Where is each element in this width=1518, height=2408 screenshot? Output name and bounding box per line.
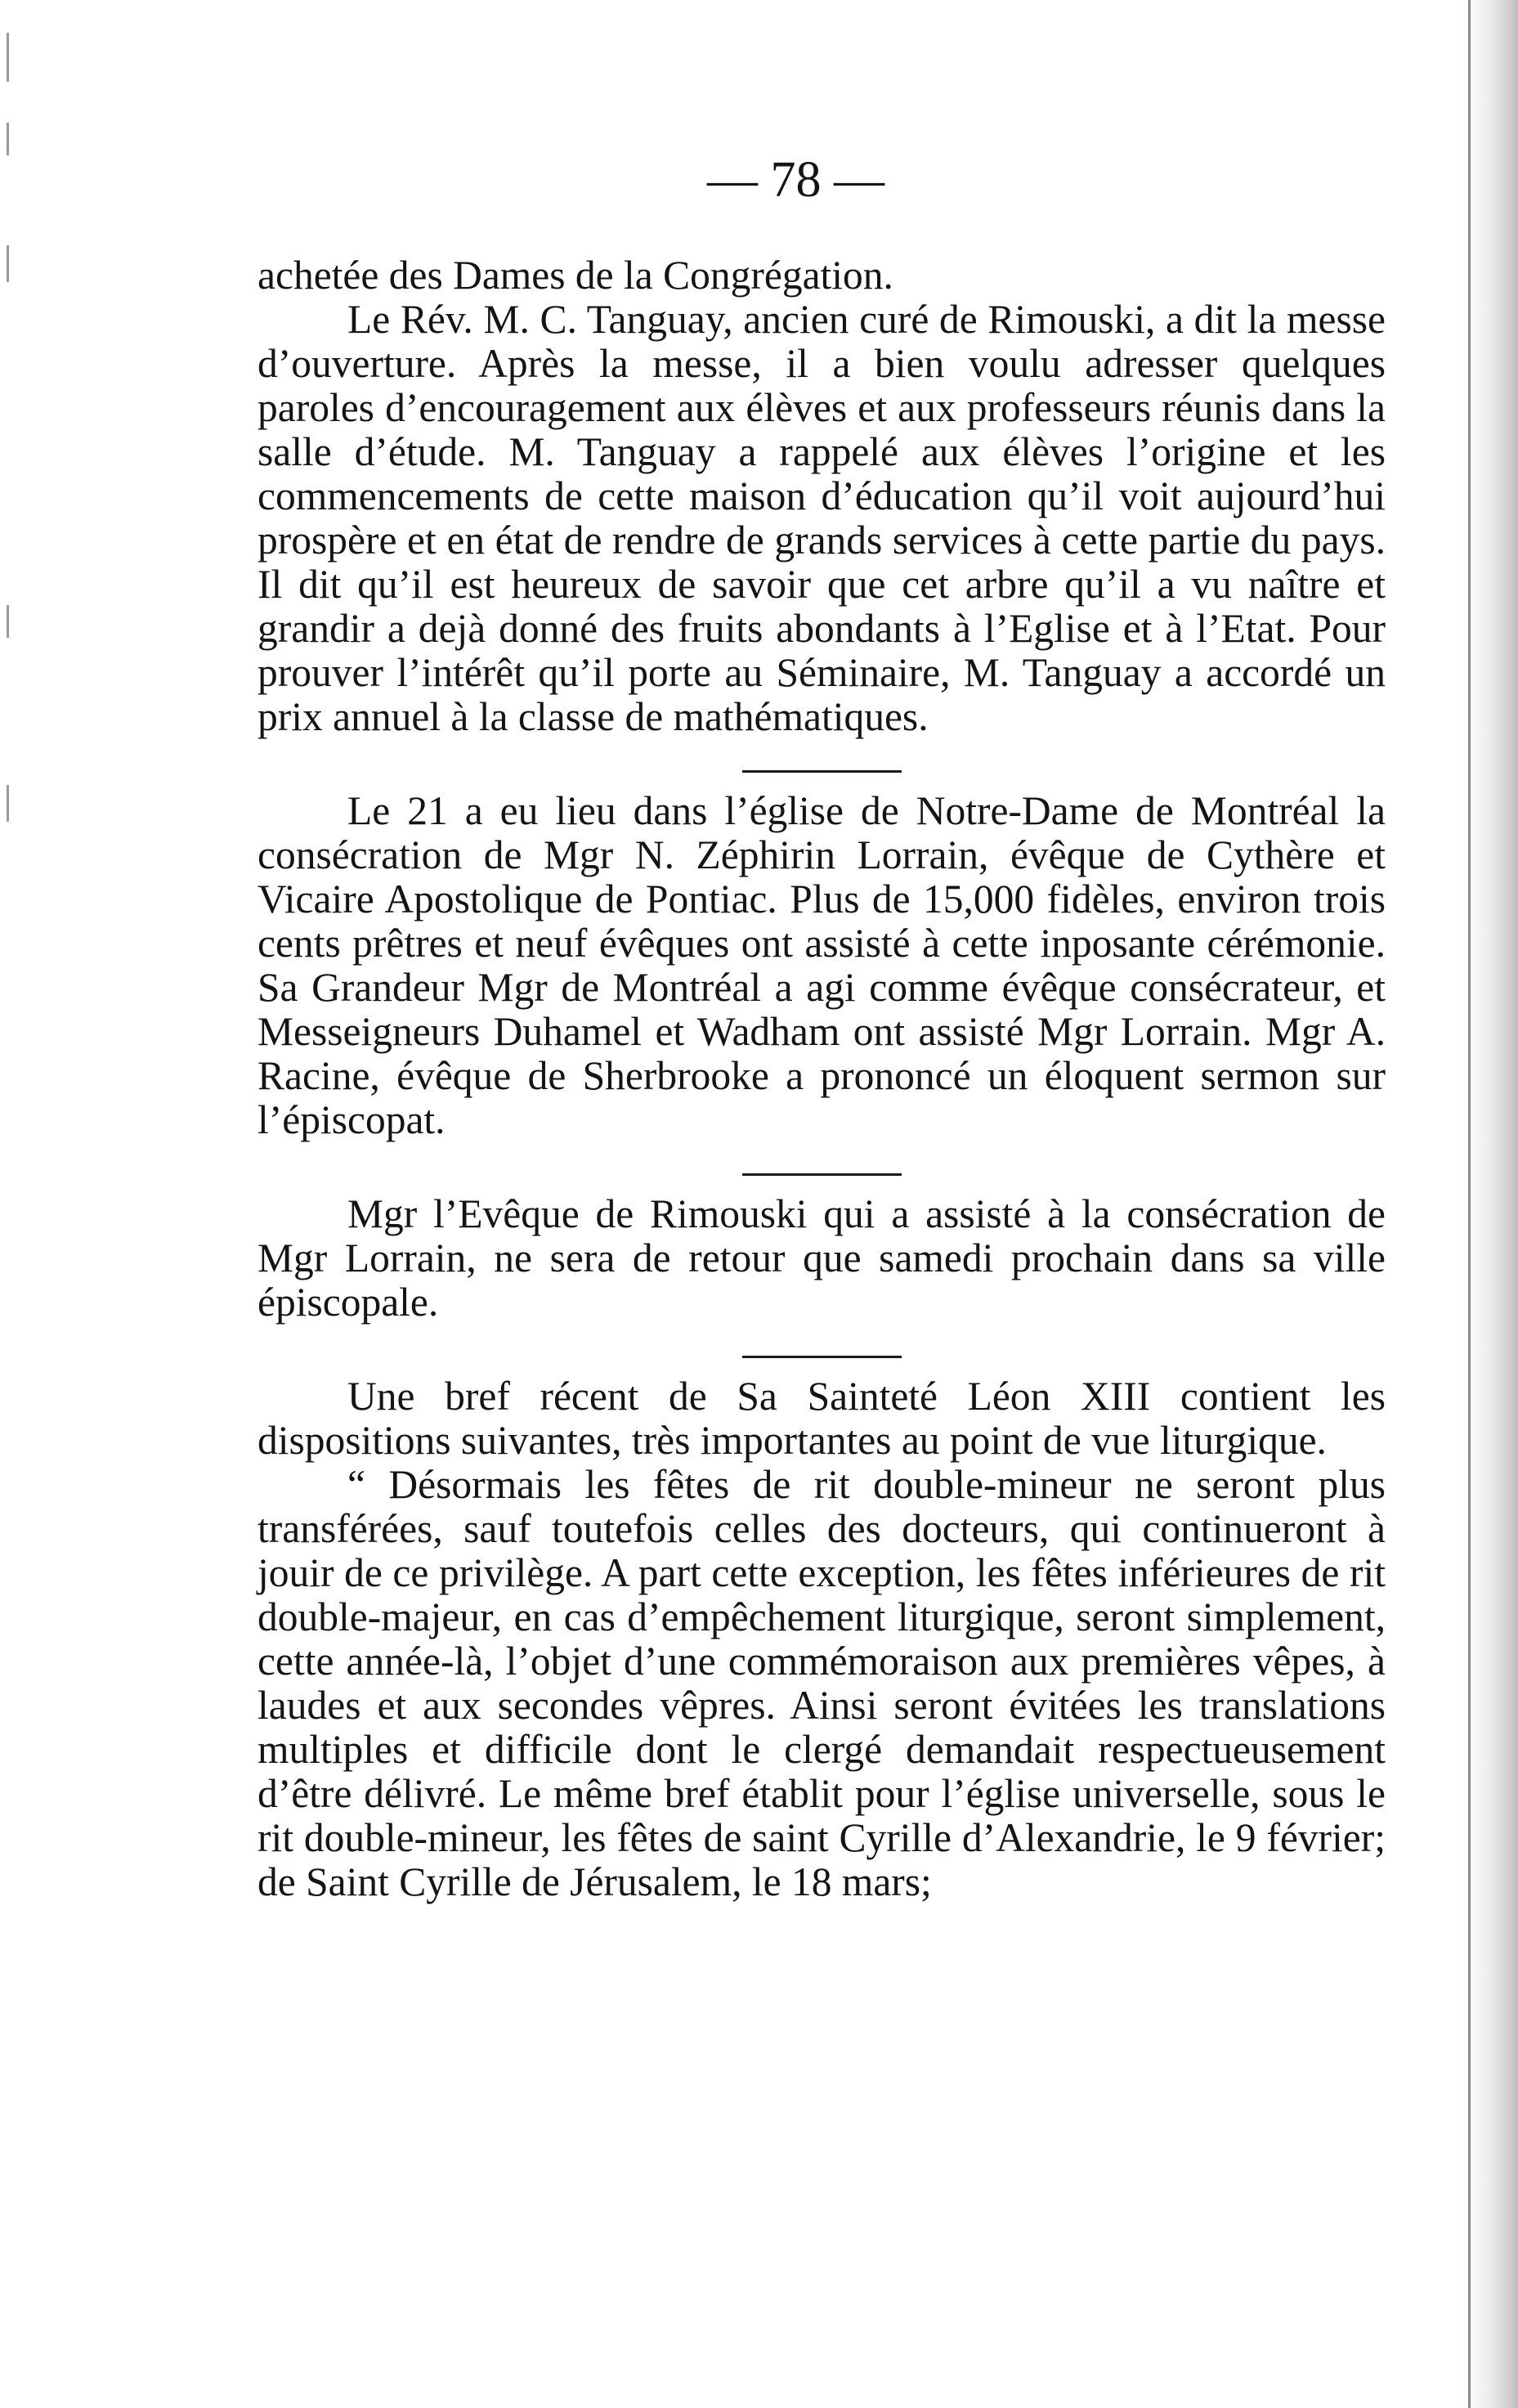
page-number: — 78 —	[707, 152, 884, 208]
page-body	[257, 253, 1386, 1904]
paragraph: Mgr l’Evêque de Rimouski qui a assisté à la consécration de Mgr Lorrain, ne sera de retour que samedi prochain dans sa ville épiscopale.	[257, 1191, 1386, 1325]
section-separator	[742, 1356, 902, 1358]
section-separator	[742, 770, 902, 773]
scan-edge-mark	[7, 33, 9, 82]
paragraph: “ Désormais les fêtes de rit double-mineur ne seront plus transférées, sauf toutefois celles des docteurs, qui continueront à jouir de ce privilège. A part cette exception, les fêtes inférieures de rit double-majeur, en cas d’empêchement liturgique, seront simplement, cette année-là, l’objet d’une commémoraison aux premières vêpes, à laudes et aux secondes vêpres. Ainsi seront évitées les translations multiples et difficile dont le clergé demandait respectueusement d’être délivré. Le même bref établit pour l’église universelle, sous le rit double-mineur, les fêtes de saint Cyrille d’Alexandrie, le 9 février; de Saint Cyrille de Jérusalem, le 18 mars;	[257, 1462, 1386, 1904]
scan-edge-mark	[7, 245, 9, 282]
section-separator	[742, 1173, 902, 1176]
scan-edge-mark	[7, 785, 9, 822]
paragraph: Le 21 a eu lieu dans l’église de Notre-Dame de Montréal la consécration de Mgr N. Zéphirin Lorrain, évêque de Cythère et Vicaire Apostolique de Pontiac. Plus de 15,000 fidèles, environ trois cents prêtres et neuf évêques ont assisté à cette inposante cérémonie. Sa Grandeur Mgr de Montréal a agi comme évêque consécrateur, et Messeigneurs Duhamel et Wadham ont assisté Mgr Lorrain. Mgr A. Racine, évêque de Sherbrooke a prononcé un éloquent sermon sur l’épiscopat.	[257, 788, 1386, 1142]
scan-page-edge-rule	[1468, 0, 1471, 2408]
paragraph: achetée des Dames de la Congrégation.	[257, 253, 893, 298]
scan-edge-mark	[7, 605, 9, 638]
paragraph: Le Rév. M. C. Tanguay, ancien curé de Rimouski, a dit la messe d’ouverture. Après la messe, il a bien voulu adresser quelques paroles d’encouragement aux élèves et aux professeurs réunis dans la salle d’étude. M. Tanguay a rappelé aux élèves l’origine et les commencements de cette maison d’éducation qu’il voit aujourd’hui prospère et en état de rendre de grands services à cette partie du pays. Il dit qu’il est heureux de savoir que cet arbre qu’il a vu naître et grandir a dejà donné des fruits abondants à l’Eglise et à l’Etat. Pour prouver l’intérêt qu’il porte au Séminaire, M. Tanguay a accordé un prix annuel à la classe de mathématiques.	[257, 297, 1386, 739]
paragraph: Une bref récent de Sa Sainteté Léon XIII contient les dispositions suivantes, très importantes au point de vue liturgique.	[257, 1374, 1386, 1463]
scan-edge-mark	[7, 123, 9, 155]
